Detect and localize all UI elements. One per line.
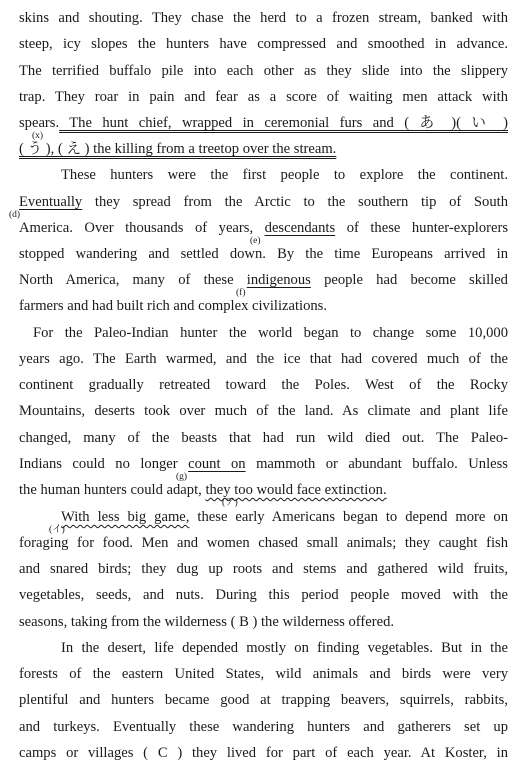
text-line — [19, 454, 508, 474]
marker-f: (f) — [236, 288, 246, 298]
text-segment: these early Americans began to depend more on — [189, 509, 508, 525]
text-line: and snared birds; they dug up roots and stems and gathered wild fruits, — [19, 561, 508, 577]
text-line — [19, 139, 508, 159]
text-segment: of these hunter-explorers — [346, 220, 509, 236]
wavy-underlined-passage-1: With less big game, — [61, 509, 190, 525]
text-line: continent gradually retreated toward the Poles. West of the Rocky — [19, 377, 508, 393]
underlined-word-f: indigenous — [246, 272, 311, 288]
text-line — [19, 192, 508, 212]
text-line: farmers and had built rich and complex civilizations. — [19, 298, 327, 314]
text-line: Mountains, deserts took over much of the land. As climate and plant life — [19, 403, 508, 419]
text-line: stopped wandering and settled down. By the time Europeans arrived in — [19, 246, 508, 262]
underlined-passage-x-continued: ( う ), ( え ) the killing from a treetop over the stream. — [19, 141, 337, 157]
text-segment: people had become skilled — [324, 272, 508, 288]
text-line: and turkeys. Eventually these wandering hunters and gatherers set up — [19, 719, 508, 735]
text-segment: they spread from the Arctic to the southern tip of South — [82, 194, 508, 210]
marker-e: (e) — [250, 236, 261, 246]
text-line: These hunters were the first people to explore the continent. — [61, 167, 508, 183]
text-line: foraging for food. Men and women chased small animals; they caught fish — [19, 535, 508, 551]
text-line: years ago. The Earth warmed, and the ice that had covered much of the — [19, 351, 508, 367]
marker-x: (x) — [32, 131, 44, 141]
text-line: steep, icy slopes the hunters have compressed and smoothed in advance. — [19, 36, 508, 52]
text-line: camps or villages ( C ) they lived for part of each year. At Koster, in — [19, 745, 508, 761]
underlined-phrase-g: count on — [188, 456, 246, 472]
text-segment: spears. — [19, 115, 60, 131]
marker-g: (g) — [176, 472, 188, 482]
underlined-word-e: descendants — [264, 220, 336, 236]
marker-1: (イ) — [49, 525, 65, 535]
text-line: skins and shouting. They chase the herd to a frozen stream, banked with — [19, 10, 508, 26]
text-line: The terrified buffalo pile into each other as they slide into the slippery — [19, 63, 508, 79]
underlined-word-d: Eventually — [19, 194, 83, 210]
text-line — [19, 113, 508, 133]
text-line: trap. They roar in pain and fear as a score of waiting men attack with — [19, 89, 508, 105]
text-line — [19, 480, 508, 500]
text-line: changed, many of the beasts that had run wild died out. The Paleo- — [19, 430, 508, 446]
text-segment: Indians could no longer — [19, 456, 178, 472]
text-line: In the desert, life depended mostly on finding vegetables. But in the — [61, 640, 508, 656]
text-line: seasons, taking from the wilderness ( B ) the wilderness offered. — [19, 614, 395, 630]
text-line — [61, 507, 508, 527]
text-line: For the Paleo-Indian hunter the world began to change some 10,000 — [33, 325, 508, 341]
text-line — [19, 270, 508, 290]
marker-7: (ア) — [222, 498, 238, 508]
marker-d: (d) — [9, 210, 21, 220]
text-segment: mammoth or abundant buffalo. Unless — [256, 456, 508, 472]
text-line: plentiful and hunters became good at trapping beavers, squirrels, rabbits, — [19, 692, 508, 708]
text-segment: the human hunters could adapt, — [19, 482, 202, 498]
text-segment: North America, many of these — [19, 272, 234, 288]
wavy-underlined-passage-7: they too would face extinction. — [205, 482, 387, 498]
text-line — [19, 218, 508, 238]
text-line: forests of the eastern United States, wild animals and birds were very — [19, 666, 508, 682]
text-segment: America. Over thousands of years, — [19, 220, 254, 236]
text-line: vegetables, seeds, and nuts. During this period people moved with the — [19, 587, 508, 603]
underlined-passage-x: The hunt chief, wrapped in ceremonial furs and ( あ )( い ) — [59, 115, 508, 131]
